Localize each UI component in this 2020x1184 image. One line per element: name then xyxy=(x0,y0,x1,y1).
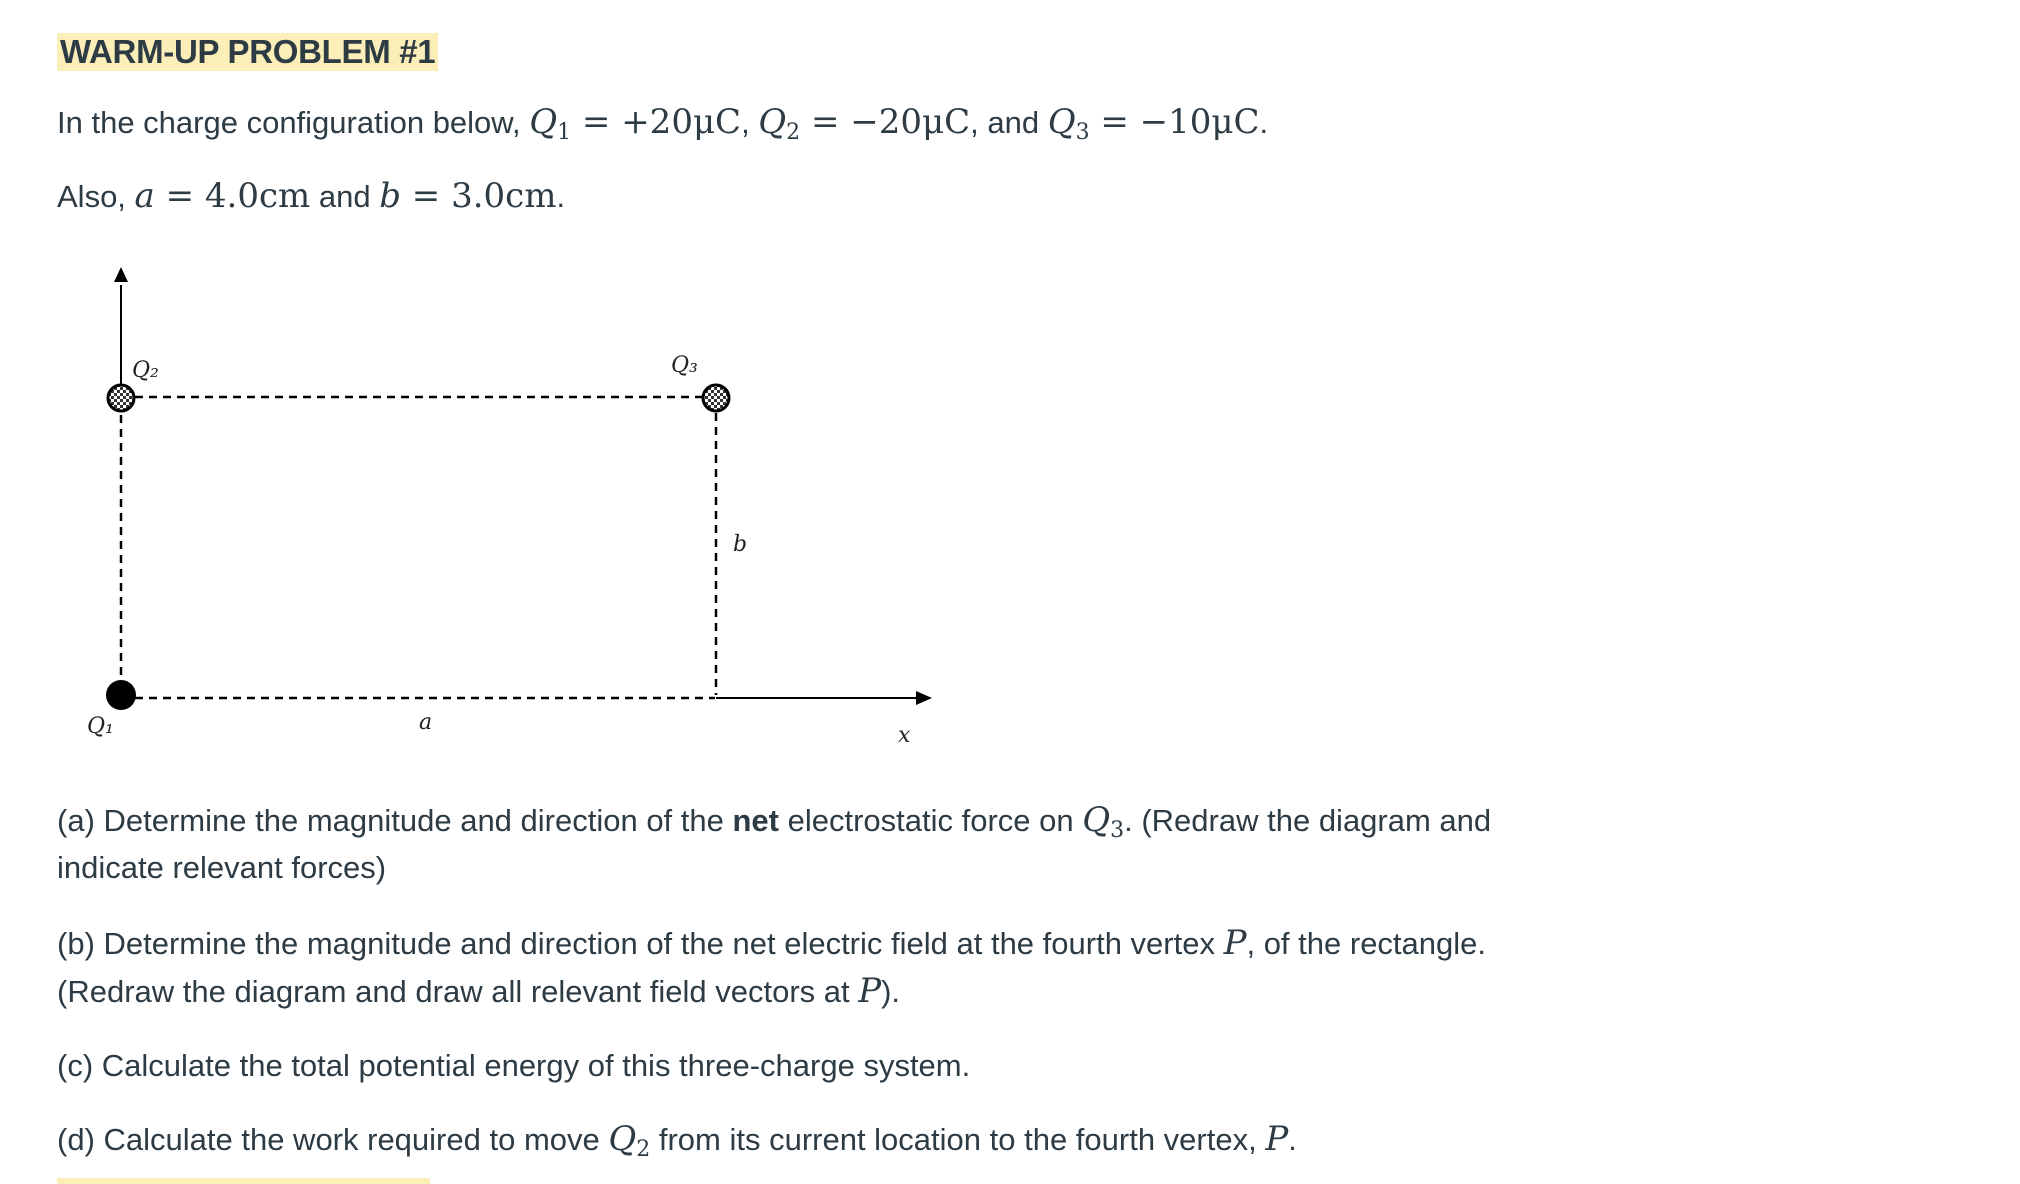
charge-diagram-svg xyxy=(60,255,950,775)
a-math: a = 4.0cm xyxy=(134,176,311,216)
net-emphasis: net xyxy=(732,803,779,838)
q2-math: $Q_2 = -20\mu C$ xyxy=(758,102,971,145)
label-q2: Q₂ xyxy=(132,358,159,383)
charge-diagram xyxy=(60,255,950,775)
intro-prefix: In the charge configuration below, xyxy=(57,105,530,140)
charge-q3 xyxy=(703,385,729,411)
label-x: x xyxy=(898,723,911,748)
question-a-line1: (a) Determine the magnitude and direction of the net electrostatic force on $Q_3$. (Redraw the diagram and xyxy=(57,800,1492,843)
p-ref3-math: P xyxy=(1265,1119,1289,1159)
label-q1: Q₁ xyxy=(87,714,114,739)
question-a-line2: indicate relevant forces) xyxy=(57,850,387,885)
charge-q2 xyxy=(108,385,134,411)
p-ref-math: P xyxy=(1223,923,1247,963)
b-math: b = 3.0cm xyxy=(379,176,557,216)
label-a: a xyxy=(419,710,433,735)
intro-sep1: , xyxy=(741,105,759,140)
question-b-line2: (Redraw the diagram and draw all relevant field vectors at P). xyxy=(57,971,901,1011)
label-b: b xyxy=(733,532,748,557)
q3-ref-math: $Q_3$ xyxy=(1082,800,1125,843)
q1-math: $Q_1 = +20\mu C$ xyxy=(529,102,742,145)
x-axis-arrowhead xyxy=(916,691,932,705)
label-q3: Q₃ xyxy=(671,353,698,378)
q2-ref-math: $Q_2$ xyxy=(608,1119,651,1162)
charge-q1 xyxy=(106,680,136,710)
problem-heading: WARM-UP PROBLEM #1 xyxy=(57,33,438,71)
question-d: (d) Calculate the work required to move $Q_2$ from its current location to the fourth vertex, P. xyxy=(57,1119,1297,1162)
dims-paragraph: Also, a = 4.0cm and b = 3.0cm. xyxy=(57,176,566,216)
p-ref2-math: P xyxy=(858,971,882,1011)
y-axis-arrowhead xyxy=(114,267,128,282)
q3-math: $Q_3 = -10\mu C$ xyxy=(1047,102,1260,145)
question-c: (c) Calculate the total potential energy of this three-charge system. xyxy=(57,1048,971,1083)
highlight-bar xyxy=(57,1178,430,1184)
intro-sep2: , and xyxy=(970,105,1048,140)
question-b-line1: (b) Determine the magnitude and direction of the net electric field at the fourth vertex P, of the rectangle. xyxy=(57,923,1487,963)
intro-paragraph: In the charge configuration below, $Q_1 = +20\mu C$, $Q_2 = -20\mu C$, and $Q_3 = -10\mu C$. xyxy=(57,102,1269,145)
